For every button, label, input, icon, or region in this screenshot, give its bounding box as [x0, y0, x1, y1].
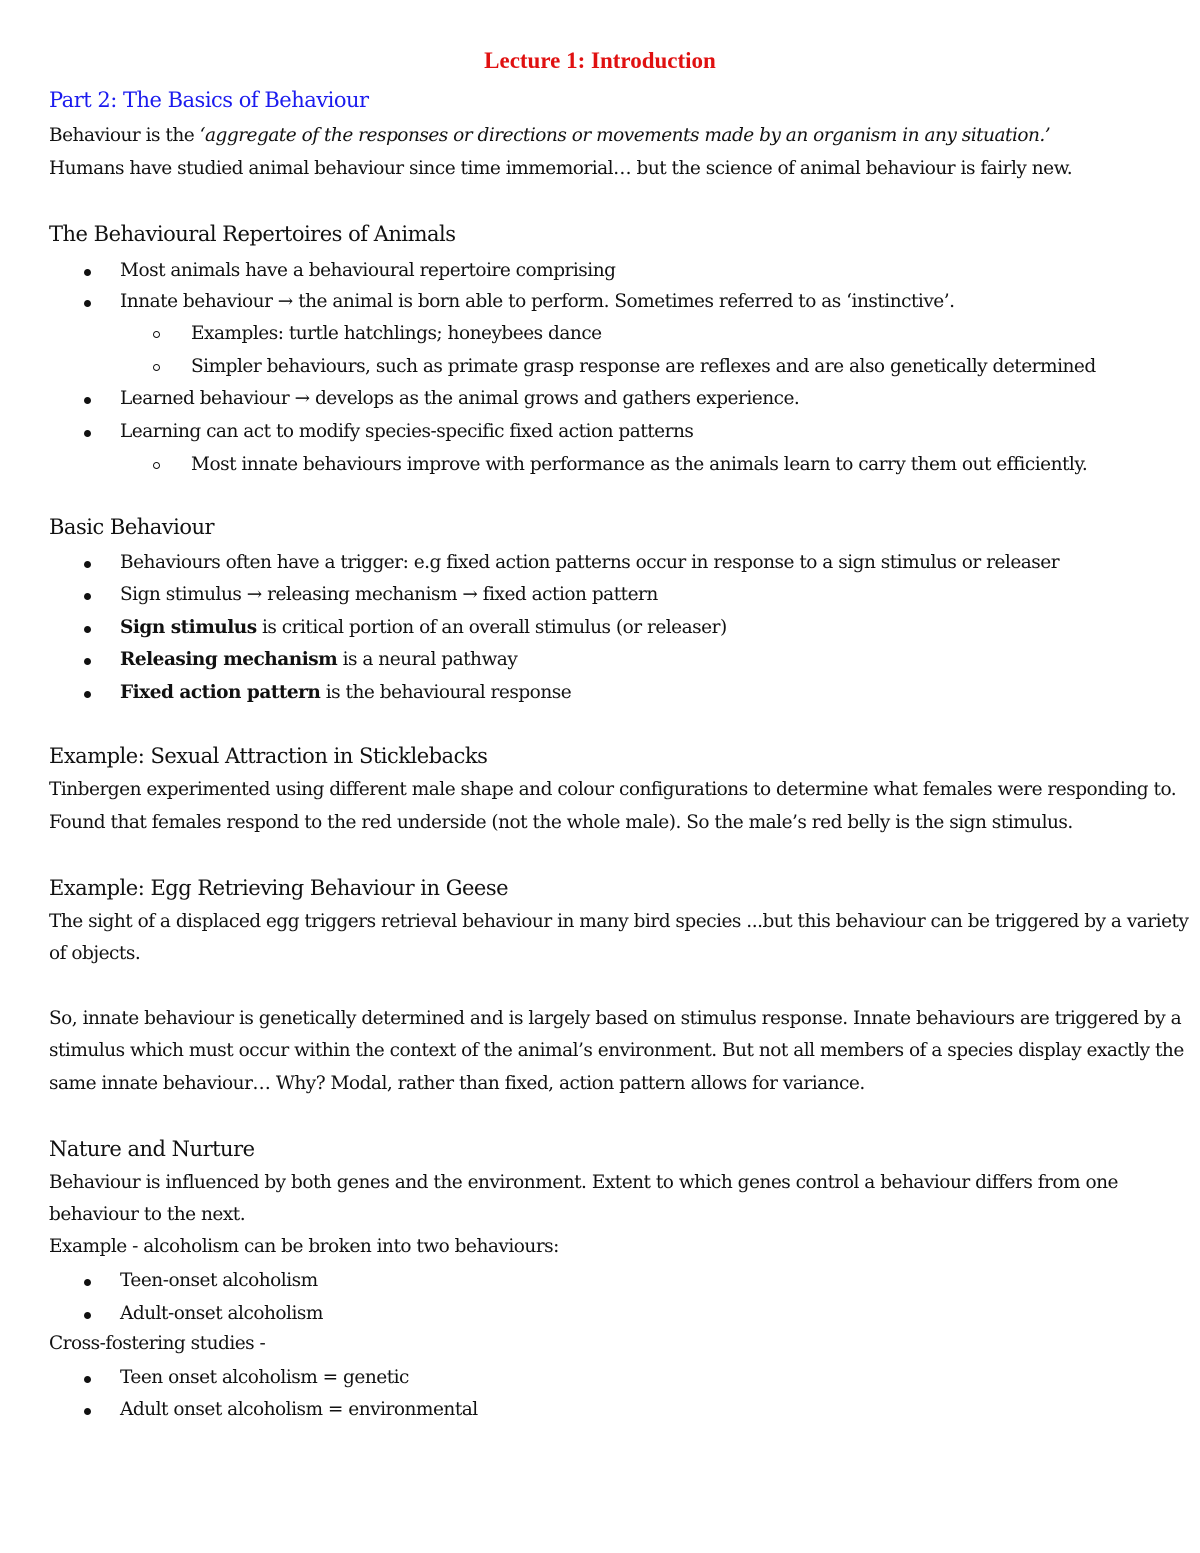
- page-title: Lecture 1: Introduction: [484, 48, 716, 73]
- section-heading-basic: Basic Behaviour: [49, 515, 215, 539]
- section-heading-repertoires: The Behavioural Repertoires of Animals: [49, 222, 456, 246]
- definition-quote: ‘aggregate of the responses or directions or movements made by an organism in any situation.’: [199, 125, 1051, 146]
- definition-line: [49, 127, 1050, 146]
- list-item-text: Adult onset alcoholism = environmental: [120, 1399, 478, 1420]
- paragraph-line: So, innate behaviour is genetically determined and is largely based on stimulus response. Innate behaviours are triggered by a: [49, 1008, 1182, 1029]
- paragraph-line: The sight of a displaced egg triggers retrieval behaviour in many bird species ...but this behaviour can be triggered by a variety: [49, 911, 1189, 932]
- paragraph-line: behaviour to the next.: [49, 1204, 246, 1225]
- list-item-text: [120, 617, 727, 638]
- list-item-text: Innate behaviour → the animal is born able to perform. Sometimes referred to as ‘instinctive’.: [120, 291, 955, 312]
- section-heading-geese: Example: Egg Retrieving Behaviour in Geese: [49, 876, 509, 900]
- list-item-text: [120, 649, 517, 670]
- term-releasing-mechanism: Releasing mechanism: [120, 649, 338, 670]
- paragraph-line: stimulus which must occur within the context of the animal’s environment. But not all members of a species display exactly the: [49, 1040, 1184, 1061]
- list-item-text: Sign stimulus → releasing mechanism → fixed action pattern: [120, 584, 658, 605]
- term-fixed-action-pattern: Fixed action pattern: [120, 682, 321, 703]
- term-definition: is critical portion of an overall stimulus (or releaser): [256, 617, 727, 638]
- list-item-text: Teen onset alcoholism = genetic: [120, 1367, 409, 1388]
- section-heading-stickleback: Example: Sexual Attraction in Sticklebacks: [49, 744, 488, 768]
- sub-list-item-text: Most innate behaviours improve with performance as the animals learn to carry them out efficiently.: [191, 454, 1088, 475]
- list-item-text: Adult-onset alcoholism: [120, 1303, 323, 1324]
- paragraph-line: same innate behaviour… Why? Modal, rather than fixed, action pattern allows for variance.: [49, 1073, 865, 1094]
- definition-lead: Behaviour is the: [49, 125, 200, 146]
- sub-list-item-text: Examples: turtle hatchlings; honeybees dance: [191, 323, 602, 344]
- sub-list-item-text: Simpler behaviours, such as primate grasp response are reflexes and are also genetically determined: [191, 356, 1096, 377]
- part-heading: Part 2: The Basics of Behaviour: [49, 88, 369, 112]
- paragraph-line: of objects.: [49, 943, 141, 964]
- paragraph-line: Tinbergen experimented using different male shape and colour configurations to determine what females were responding to.: [49, 779, 1177, 800]
- list-item-text: Teen-onset alcoholism: [120, 1270, 318, 1291]
- list-item-text: Most animals have a behavioural repertoire comprising: [120, 260, 616, 281]
- list-item-text: Behaviours often have a trigger: e.g fixed action patterns occur in response to a sign stimulus or releaser: [120, 552, 1060, 573]
- term-sign-stimulus: Sign stimulus: [120, 617, 257, 638]
- history-line: Humans have studied animal behaviour since time immemorial… but the science of animal behaviour is fairly new.: [49, 158, 1073, 179]
- paragraph-line: Example - alcoholism can be broken into two behaviours:: [49, 1236, 559, 1257]
- section-heading-nature: Nature and Nurture: [49, 1137, 255, 1161]
- paragraph-line: Behaviour is influenced by both genes and the environment. Extent to which genes control a behaviour differs from one: [49, 1172, 1118, 1193]
- term-definition: is the behavioural response: [320, 682, 572, 703]
- paragraph-line: Found that females respond to the red underside (not the whole male). So the male’s red belly is the sign stimulus.: [49, 812, 1073, 833]
- term-definition: is a neural pathway: [337, 649, 518, 670]
- paragraph-line: Cross-fostering studies -: [49, 1333, 266, 1354]
- list-item-text: Learned behaviour → develops as the animal grows and gathers experience.: [120, 388, 800, 409]
- list-item-text: [120, 682, 571, 703]
- list-item-text: Learning can act to modify species-specific fixed action patterns: [120, 421, 694, 442]
